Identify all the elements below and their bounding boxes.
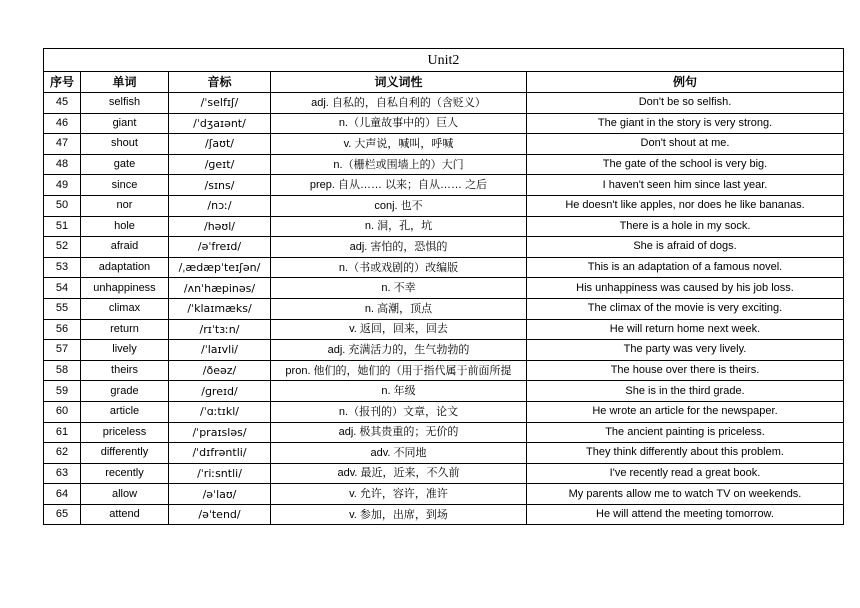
cell-word: adaptation: [81, 257, 169, 278]
cell-example: He wrote an article for the newspaper.: [527, 401, 844, 422]
cell-word: grade: [81, 381, 169, 402]
definition-text: prep. 自从…… 以来；自从…… 之后: [309, 179, 488, 192]
definition-text: adv. 最近，近来，不久前: [337, 467, 460, 480]
cell-example: Don't be so selfish.: [527, 93, 844, 114]
cell-word: selfish: [81, 93, 169, 114]
table-row: [44, 381, 844, 402]
cell-word: shout: [81, 134, 169, 155]
cell-num: 49: [44, 175, 81, 196]
cell-definition: [271, 504, 527, 525]
definition-text: n. 年级: [381, 385, 416, 398]
cell-definition: [271, 443, 527, 464]
cell-word: nor: [81, 195, 169, 216]
cell-definition: [271, 278, 527, 299]
cell-ipa: /ˈpraɪsləs/: [169, 422, 271, 443]
cell-word: return: [81, 319, 169, 340]
cell-num: 65: [44, 504, 81, 525]
title-row: [44, 49, 844, 72]
cell-example: I've recently read a great book.: [527, 463, 844, 484]
cell-example: The giant in the story is very strong.: [527, 113, 844, 134]
cell-num: 51: [44, 216, 81, 237]
cell-definition: [271, 360, 527, 381]
cell-definition: [271, 463, 527, 484]
table-row: [44, 360, 844, 381]
table-row: [44, 401, 844, 422]
table-row: [44, 463, 844, 484]
cell-ipa: /ɡeɪt/: [169, 154, 271, 175]
cell-ipa: /rɪˈtɜːn/: [169, 319, 271, 340]
unit-title: Unit2: [44, 49, 844, 72]
cell-num: 55: [44, 298, 81, 319]
cell-example: The ancient painting is priceless.: [527, 422, 844, 443]
definition-text: n.（报刊的）文章，论文: [338, 405, 459, 418]
cell-example: There is a hole in my sock.: [527, 216, 844, 237]
cell-num: 58: [44, 360, 81, 381]
cell-num: 52: [44, 237, 81, 258]
definition-text: v. 返回，回来，回去: [349, 323, 448, 336]
table-row: [44, 298, 844, 319]
cell-definition: [271, 381, 527, 402]
definition-text: adj. 充满活力的，生气勃勃的: [327, 343, 470, 356]
cell-definition: [271, 93, 527, 114]
cell-example: The party was very lively.: [527, 340, 844, 361]
header-word: 单词: [81, 72, 169, 93]
cell-ipa: /ˈɑːtɪkl/: [169, 401, 271, 422]
cell-num: 46: [44, 113, 81, 134]
cell-ipa: /ʌnˈhæpinəs/: [169, 278, 271, 299]
cell-definition: [271, 216, 527, 237]
table-row: [44, 422, 844, 443]
definition-text: conj. 也不: [374, 199, 423, 212]
cell-word: theirs: [81, 360, 169, 381]
cell-num: 64: [44, 484, 81, 505]
vocabulary-table: [43, 48, 844, 525]
cell-word: lively: [81, 340, 169, 361]
cell-ipa: /ˌædæpˈteɪʃən/: [169, 257, 271, 278]
definition-text: n. 高潮，顶点: [364, 302, 433, 315]
cell-definition: [271, 340, 527, 361]
definition-text: n.（栅栏或围墙上的）大门: [333, 158, 464, 171]
cell-definition: [271, 319, 527, 340]
cell-example: I haven't seen him since last year.: [527, 175, 844, 196]
cell-word: priceless: [81, 422, 169, 443]
definition-text: adv. 不同地: [370, 446, 427, 459]
definition-text: n. 洞，孔，坑: [364, 220, 433, 233]
definition-text: adj. 害怕的，恐惧的: [349, 240, 448, 253]
header-row: [44, 72, 844, 93]
cell-example: The climax of the movie is very exciting.: [527, 298, 844, 319]
table-row: [44, 154, 844, 175]
cell-definition: [271, 484, 527, 505]
cell-ipa: /əˈlaʊ/: [169, 484, 271, 505]
table-row: [44, 257, 844, 278]
cell-ipa: /nɔː/: [169, 195, 271, 216]
table-row: [44, 175, 844, 196]
cell-ipa: /ˈlaɪvli/: [169, 340, 271, 361]
cell-num: 62: [44, 443, 81, 464]
table-row: [44, 237, 844, 258]
cell-definition: [271, 422, 527, 443]
cell-word: differently: [81, 443, 169, 464]
cell-example: He will return home next week.: [527, 319, 844, 340]
cell-example: His unhappiness was caused by his job loss.: [527, 278, 844, 299]
table-row: [44, 340, 844, 361]
cell-word: gate: [81, 154, 169, 175]
cell-example: Don't shout at me.: [527, 134, 844, 155]
cell-example: He doesn't like apples, nor does he like bananas.: [527, 195, 844, 216]
table-row: [44, 216, 844, 237]
cell-definition: [271, 298, 527, 319]
cell-num: 61: [44, 422, 81, 443]
cell-ipa: /sɪns/: [169, 175, 271, 196]
cell-ipa: /əˈfreɪd/: [169, 237, 271, 258]
cell-word: recently: [81, 463, 169, 484]
cell-word: afraid: [81, 237, 169, 258]
definition-text: n.（儿童故事中的）巨人: [338, 117, 459, 130]
cell-example: She is afraid of dogs.: [527, 237, 844, 258]
cell-num: 50: [44, 195, 81, 216]
definition-text: n. 不幸: [381, 282, 416, 295]
cell-example: This is an adaptation of a famous novel.: [527, 257, 844, 278]
cell-num: 63: [44, 463, 81, 484]
cell-ipa: /ðeəz/: [169, 360, 271, 381]
cell-num: 60: [44, 401, 81, 422]
table-body: [44, 93, 844, 525]
definition-text: adj. 自私的，自私自利的（含贬义）: [311, 96, 486, 109]
definition-text: n.（书或戏剧的）改编版: [338, 261, 459, 274]
table-row: [44, 195, 844, 216]
cell-ipa: /əˈtend/: [169, 504, 271, 525]
header-def: 词义词性: [271, 72, 527, 93]
table-row: [44, 134, 844, 155]
cell-word: allow: [81, 484, 169, 505]
header-ipa: 音标: [169, 72, 271, 93]
cell-word: article: [81, 401, 169, 422]
definition-text: pron. 他们的，她们的（用于指代属于前面所提: [285, 364, 512, 377]
cell-word: giant: [81, 113, 169, 134]
cell-num: 54: [44, 278, 81, 299]
cell-word: unhappiness: [81, 278, 169, 299]
cell-ipa: /ˈselfɪʃ/: [169, 93, 271, 114]
table-row: [44, 93, 844, 114]
definition-text: v. 大声说，喊叫，呼喊: [343, 137, 454, 150]
table-row: [44, 484, 844, 505]
cell-word: hole: [81, 216, 169, 237]
table-row: [44, 319, 844, 340]
header-num: 序号: [44, 72, 81, 93]
cell-word: climax: [81, 298, 169, 319]
cell-num: 56: [44, 319, 81, 340]
cell-definition: [271, 113, 527, 134]
header-example: 例句: [527, 72, 844, 93]
cell-num: 53: [44, 257, 81, 278]
cell-example: The gate of the school is very big.: [527, 154, 844, 175]
table-row: [44, 113, 844, 134]
definition-text: v. 参加，出席，到场: [349, 508, 448, 521]
cell-definition: [271, 195, 527, 216]
cell-ipa: /ˈdɪfrəntli/: [169, 443, 271, 464]
cell-definition: [271, 257, 527, 278]
cell-ipa: /ˈklaɪmæks/: [169, 298, 271, 319]
cell-ipa: /ʃaʊt/: [169, 134, 271, 155]
cell-ipa: /həʊl/: [169, 216, 271, 237]
cell-ipa: /ɡreɪd/: [169, 381, 271, 402]
cell-ipa: /ˈriːsntli/: [169, 463, 271, 484]
cell-num: 45: [44, 93, 81, 114]
cell-word: attend: [81, 504, 169, 525]
cell-definition: [271, 154, 527, 175]
cell-ipa: /ˈdʒaɪənt/: [169, 113, 271, 134]
cell-num: 48: [44, 154, 81, 175]
cell-num: 57: [44, 340, 81, 361]
cell-definition: [271, 237, 527, 258]
cell-definition: [271, 175, 527, 196]
definition-text: v. 允许，容许，准许: [349, 488, 448, 501]
cell-example: The house over there is theirs.: [527, 360, 844, 381]
table-row: [44, 443, 844, 464]
table-row: [44, 278, 844, 299]
cell-example: My parents allow me to watch TV on weekends.: [527, 484, 844, 505]
cell-example: He will attend the meeting tomorrow.: [527, 504, 844, 525]
cell-example: They think differently about this problem.: [527, 443, 844, 464]
cell-definition: [271, 134, 527, 155]
definition-text: adj. 极其贵重的；无价的: [338, 426, 459, 439]
table-row: [44, 504, 844, 525]
cell-example: She is in the third grade.: [527, 381, 844, 402]
cell-definition: [271, 401, 527, 422]
cell-word: since: [81, 175, 169, 196]
cell-num: 59: [44, 381, 81, 402]
cell-num: 47: [44, 134, 81, 155]
